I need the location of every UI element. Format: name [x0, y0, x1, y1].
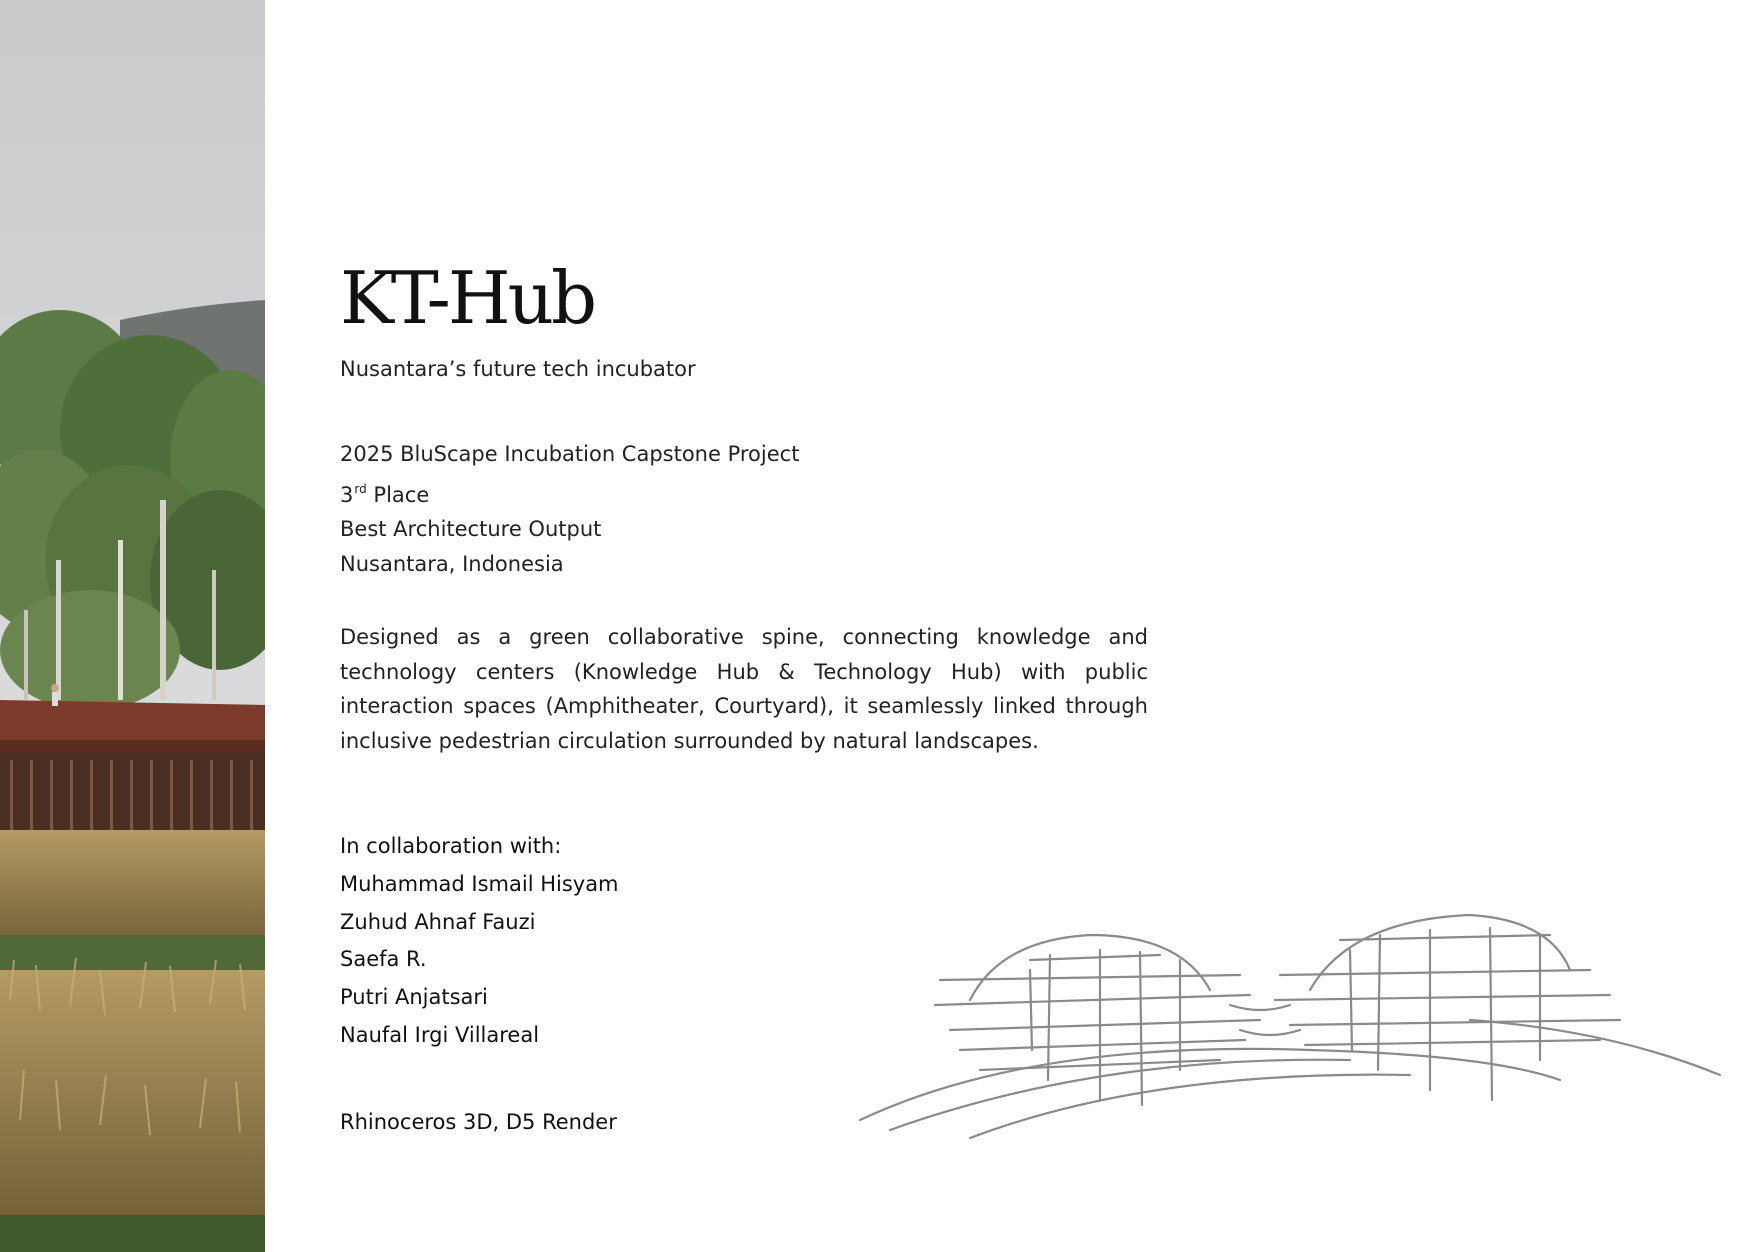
collaborator-name: Muhammad Ismail Hisyam: [340, 871, 619, 896]
project-location: Nusantara, Indonesia: [340, 551, 564, 576]
place-word: Place: [373, 482, 430, 507]
project-description: Designed as a green collaborative spine, connecting knowledge and technology centers (Knowledge Hub & Technology Hub) with public interaction spaces (Amphitheater, Courtyard), it seamlessly linked through inclusive pedestrian circulation surrounded by natural landscapes.: [340, 625, 1148, 753]
program-name: 2025 BluScape Incubation Capstone Project: [340, 442, 800, 466]
software-tools: Rhinoceros 3D, D5 Render: [340, 1110, 617, 1134]
collaborator-name: Saefa R.: [340, 947, 427, 972]
placement: [340, 472, 799, 513]
award-name: Best Architecture Output: [340, 517, 602, 541]
collaborator-name: Zuhud Ahnaf Fauzi: [340, 909, 536, 934]
collaboration-heading: In collaboration with:: [340, 834, 562, 858]
place-number: 3: [340, 482, 354, 507]
place-suffix: rd: [354, 481, 367, 496]
building-sketch-illustration: [850, 880, 1730, 1150]
collaborator-name: Naufal Irgi Villareal: [340, 1022, 540, 1047]
project-subtitle: Nusantara’s future tech incubator: [340, 357, 696, 381]
project-details: [340, 437, 799, 581]
collaboration-list: [340, 828, 619, 1055]
project-title: KT-Hub: [340, 256, 595, 340]
collaborator-name: Putri Anjatsari: [340, 985, 488, 1010]
landscape-render-image: [0, 0, 265, 1252]
